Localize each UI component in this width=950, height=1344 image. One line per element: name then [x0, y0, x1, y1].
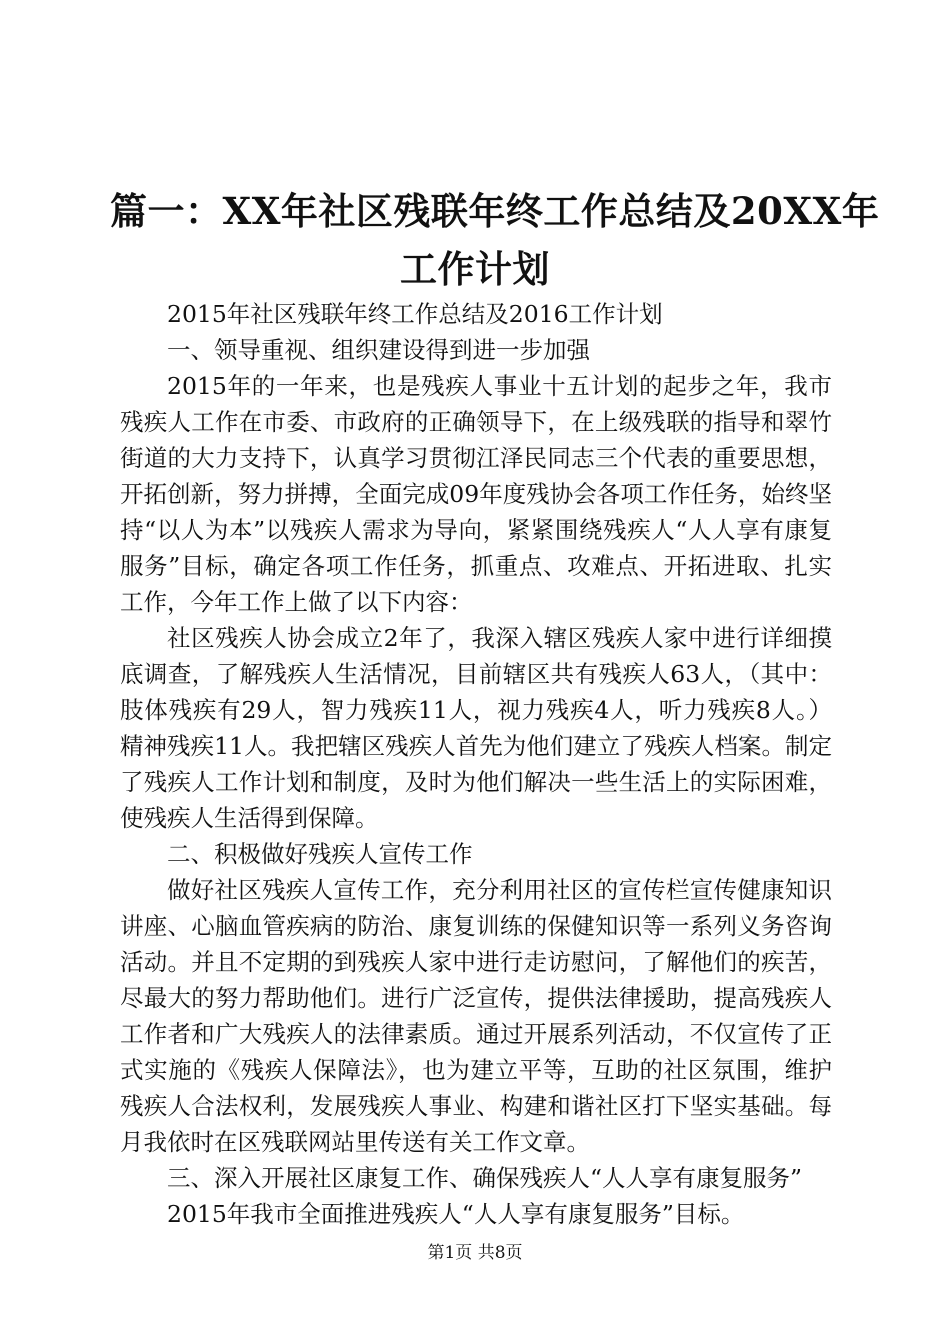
section-heading-1: 一、领导重视、组织建设得到进一步加强 — [167, 336, 590, 364]
page-number-footer: 第1页 共8页 — [427, 1243, 523, 1263]
document-body — [120, 296, 832, 1232]
section-heading-3: 三、深入开展社区康复工作、确保残疾人“人人享有康复服务” — [167, 1164, 803, 1192]
paragraph-4: 2015年我市全面推进残疾人“人人享有康复服务”目标。 — [167, 1200, 745, 1228]
paragraph-1: 2015年的一年来，也是残疾人事业十五计划的起步之年，我市残疾人工作在市委、市政府的正确领导下，在上级残联的指导和翠竹街道的大力支持下，认真学习贯彻江泽民同志三个代表的重要思想，开拓创新，努力拼搏，全面完成09年度残协会各项工作任务，始终坚持“以人为本”以残疾人需求为导向，紧紧围绕残疾人“人人享有康复服务”目标，确定各项工作任务，抓重点、攻难点、开拓进取、扎实工作，今年工作上做了以下内容： — [120, 372, 832, 616]
title-line-1: 篇一：XX年社区残联年终工作总结及20XX年 — [110, 189, 880, 233]
section-heading-2: 二、积极做好残疾人宣传工作 — [167, 840, 473, 868]
document-title — [110, 182, 880, 298]
paragraph-3: 做好社区残疾人宣传工作，充分利用社区的宣传栏宣传健康知识讲座、心脑血管疾病的防治、康复训练的保健知识等一系列义务咨询活动。并且不定期的到残疾人家中进行走访慰问，了解他们的疾苦，尽最大的努力帮助他们。进行广泛宣传，提供法律援助，提高残疾人工作者和广大残疾人的法律素质。通过开展系列活动，不仅宣传了正式实施的《残疾人保障法》，也为建立平等，互助的社区氛围，维护残疾人合法权利，发展残疾人事业、构建和谐社区打下坚实基础。每月我依时在区残联网站里传送有关工作文章。 — [120, 876, 832, 1156]
paragraph-2: 社区残疾人协会成立2年了，我深入辖区残疾人家中进行详细摸底调查，了解残疾人生活情况，目前辖区共有残疾人63人，（其中：肢体残疾有29人，智力残疾11人，视力残疾4人，听力残疾8人。）精神残疾11人。我把辖区残疾人首先为他们建立了残疾人档案。制定了残疾人工作计划和制度，及时为他们解决一些生活上的实际困难，使残疾人生活得到保障。 — [120, 624, 832, 832]
subtitle: 2015年社区残联年终工作总结及2016工作计划 — [167, 300, 663, 328]
title-line-2: 工作计划 — [400, 247, 550, 291]
